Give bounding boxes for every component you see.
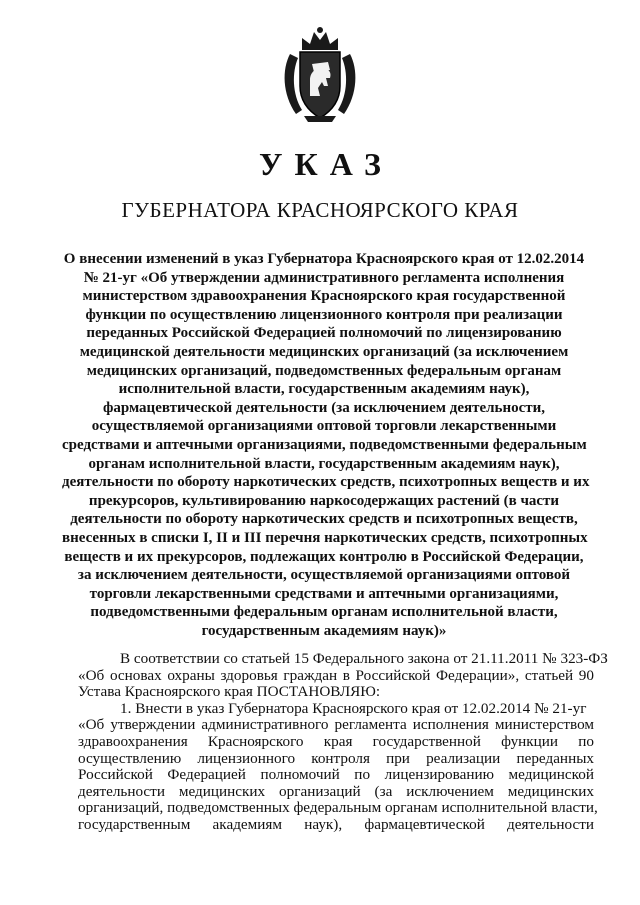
- title-line: О внесении изменений в указ Губернатора Красноярского края от 12.02.2014: [63, 251, 585, 267]
- title-line: за исключением деятельности, осуществляемой организациями оптовой: [77, 567, 571, 584]
- coat-of-arms-icon: [280, 24, 360, 124]
- title-line: № 21-уг «Об утверждении административного регламента исполнения: [83, 269, 565, 286]
- title-line: торговли лекарственными средствами и аптечными организациями,: [89, 585, 559, 602]
- coat-of-arms-emblem: [280, 24, 360, 124]
- body-line: здравоохранения Красноярского края государственной функции по: [78, 732, 594, 750]
- title-line: подведомственными федеральным органам исполнительной власти,: [90, 604, 558, 621]
- title-line: фармацевтической деятельности (за исключением деятельности,: [102, 399, 546, 416]
- body-line: Российской Федерацией полномочий по лицензированию медицинской: [78, 766, 594, 784]
- body-line: деятельности медицинских организаций (за исключением медицинских: [78, 782, 594, 800]
- title-line: функции по осуществлению лицензионного контроля при реализации: [85, 306, 563, 323]
- body-line: осуществлению лицензионного контроля при реализации переданных: [78, 749, 594, 767]
- title-line: переданных Российской Федерацией полномочий по лицензированию: [86, 325, 562, 342]
- title-line: медицинской деятельности медицинских организаций (за исключением: [79, 343, 569, 360]
- title-line: осуществляемой организациями оптовой торговли лекарственными: [91, 418, 557, 435]
- title-line: исполнительной власти, государственным академиям наук),: [118, 381, 530, 398]
- title-line: деятельности по обороту наркотических средств, психотропных веществ и их: [62, 474, 590, 491]
- body-line: 1. Внести в указ Губернатора Красноярского края от 12.02.2014 № 21-уг: [120, 699, 587, 717]
- document-title: [62, 250, 590, 640]
- title-line: министерством здравоохранения Красноярского края государственной: [82, 288, 566, 305]
- body-line: «Об основах охраны здоровья граждан в Российской Федерации», статьей 90: [78, 666, 594, 684]
- title-line: веществ и их прекурсоров, подлежащих контролю в Российской Федерации,: [64, 548, 584, 565]
- body-line: «Об утверждении административного регламента исполнения министерством: [78, 716, 594, 734]
- title-line: органам исполнительной власти, государственным академиям наук),: [88, 455, 560, 472]
- title-line: деятельности по обороту наркотических средств и психотропных веществ,: [70, 511, 578, 528]
- document-body: [78, 650, 608, 834]
- body-line: государственным академиям наук), фармацевтической деятельности: [78, 815, 594, 833]
- body-line: организаций, подведомственных федеральным органам исполнительной власти,: [78, 799, 598, 817]
- document-type-heading: УКАЗ: [259, 146, 393, 182]
- issuer-heading: ГУБЕРНАТОРА КРАСНОЯРСКОГО КРАЯ: [121, 198, 519, 222]
- body-line: Устава Красноярского края ПОСТАНОВЛЯЮ:: [78, 683, 381, 701]
- title-line: медицинских организаций, подведомственных федеральным органам: [86, 362, 562, 379]
- title-line: внесенных в списки I, II и III перечня наркотических средств, психотропных: [62, 529, 588, 546]
- title-line: прекурсоров, культивированию наркосодержащих растений (в части: [88, 492, 560, 509]
- title-line: средствами и аптечными организациями, подведомственными федеральным: [62, 436, 587, 453]
- title-line: государственным академиям наук)»: [201, 622, 447, 639]
- body-line: В соответствии со статьей 15 Федерального закона от 21.11.2011 № 323-ФЗ: [120, 650, 608, 667]
